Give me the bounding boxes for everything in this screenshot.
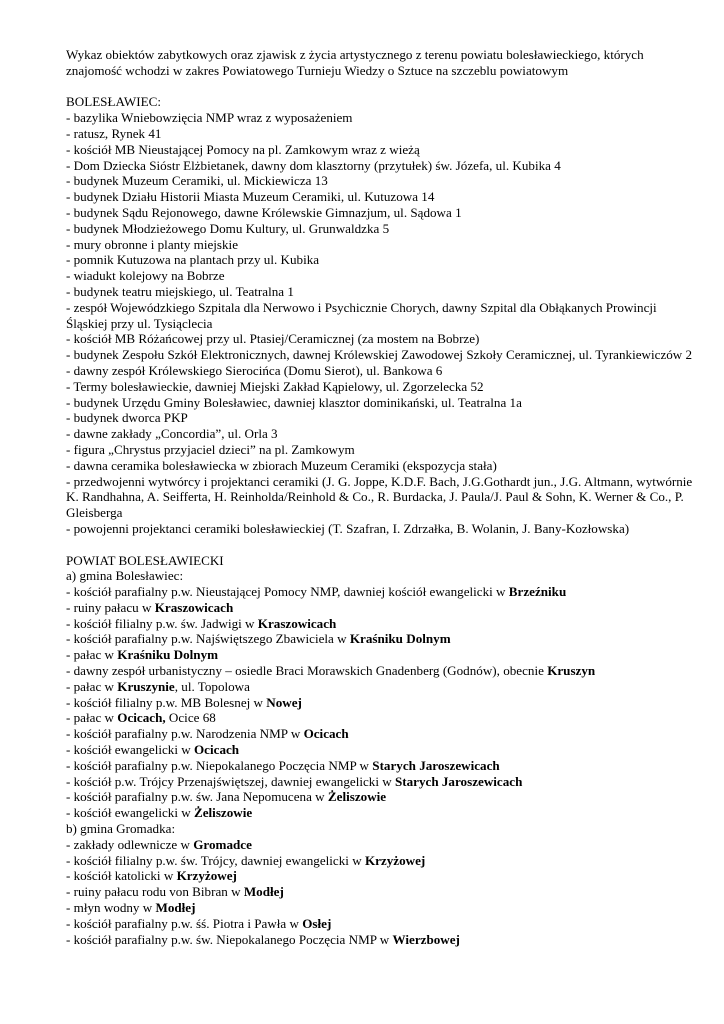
list-item: - figura „Chrystus przyjaciel dzieci” na pl. Zamkowym (66, 441, 355, 457)
list-item: - budynek Młodzieżowego Domu Kultury, ul. Grunwaldzka 5 (66, 220, 390, 236)
place-name: Krzyżowej (364, 852, 426, 868)
list-item: - kościół MB Różańcowej przy ul. Ptasiej/Ceramicznej (za mostem na Bobrze) (66, 331, 480, 347)
list-item: - ratusz, Rynek 41 (66, 125, 162, 141)
place-name: Modłej (155, 900, 196, 916)
item-text: - zakłady odlewnicze w (66, 836, 194, 852)
place-name: Kraszowicach (154, 599, 234, 615)
item-text: - kościół filialny p.w. św. Trójcy, dawniej ewangelicki w (66, 852, 365, 868)
place-name: Modłej (243, 884, 284, 900)
list-item: - dawny zespół Królewskiego Sierocińca (Domu Sierot), ul. Bankowa 6 (66, 362, 443, 378)
county-heading: POWIAT BOLESŁAWIECKI (66, 552, 224, 568)
list-item (66, 663, 696, 679)
place-name: Nowej (266, 694, 302, 710)
spacer (66, 79, 696, 95)
list-item (66, 695, 696, 711)
document-page (66, 47, 696, 947)
item-text: - pałac w (66, 710, 118, 726)
place-name: Wierzbowej (392, 931, 460, 947)
list-item: - zespół Wojewódzkiego Szpitala dla Nerwowo i Psychicznie Chorych, dawny Szpital dla Obłąkanych Prowincji Śląskiej przy ul. Tysiąclecia (66, 299, 657, 331)
place-name: Kruszynie (117, 678, 175, 694)
item-text: - kościół filialny p.w. św. Jadwigi w (66, 615, 258, 631)
place-name: Kraszowicach (257, 615, 337, 631)
list-item (66, 726, 696, 742)
list-item (66, 853, 696, 869)
place-name: Ocicach, (117, 710, 166, 726)
place-name: Osłej (302, 915, 332, 931)
place-name: Kraśniku Dolnym (349, 631, 451, 647)
list-item (66, 774, 696, 790)
list-item (66, 647, 696, 663)
city-heading: BOLESŁAWIEC: (66, 94, 161, 110)
list-item (66, 837, 696, 853)
place-name: Starych Jaroszewicach (372, 757, 500, 773)
list-item: - budynek Muzeum Ceramiki, ul. Mickiewicza 13 (66, 173, 328, 189)
list-item: - budynek Sądu Rejonowego, dawne Królewskie Gimnazjum, ul. Sądowa 1 (66, 204, 462, 220)
list-item: - budynek Zespołu Szkół Elektronicznych, dawnej Królewskiej Zawodowej Szkoły Ceramicznej, ul. Tyrankiewiczów 2 (66, 347, 693, 363)
list-item (66, 758, 696, 774)
list-item (66, 710, 696, 726)
place-name: Ocicach (194, 742, 240, 758)
spacer (66, 537, 696, 553)
item-text: - ruiny pałacu w (66, 599, 155, 615)
list-item: - powojenni projektanci ceramiki bolesławieckiej (T. Szafran, I. Zdrzałka, B. Wolanin, J. Bany-Kozłowska) (66, 520, 630, 536)
list-item: - dawna ceramika bolesławiecka w zbiorach Muzeum Ceramiki (ekspozycja stała) (66, 457, 497, 473)
item-suffix: , ul. Topolowa (174, 678, 250, 694)
list-item: - budynek dworca PKP (66, 410, 188, 426)
place-name: Krzyżowej (176, 868, 237, 884)
item-text: - kościół parafialny p.w. Narodzenia NMP w (66, 726, 304, 742)
gmina-a-list (66, 584, 696, 821)
item-text: - kościół parafialny p.w. Nieustającej Pomocy NMP, dawniej kościół ewangelicki w (66, 584, 509, 600)
item-text: - kościół parafialny p.w. Najświętszego Zbawiciela w (66, 631, 350, 647)
list-item: - bazylika Wniebowzięcia NMP wraz z wyposażeniem (66, 110, 353, 126)
place-name: Starych Jaroszewicach (394, 773, 523, 789)
item-suffix: Ocice 68 (165, 710, 216, 726)
list-item (66, 616, 696, 632)
place-name: Kruszyn (547, 663, 596, 679)
item-text: - kościół parafialny p.w. św. Niepokalanego Poczęcia NMP w (66, 931, 393, 947)
list-item (66, 900, 696, 916)
list-item (66, 584, 696, 600)
item-text: - młyn wodny w (66, 900, 156, 916)
list-item: - wiadukt kolejowy na Bobrze (66, 268, 225, 284)
list-item: - Dom Dziecka Sióstr Elżbietanek, dawny dom klasztorny (przytułek) św. Józefa, ul. Kubika 4 (66, 157, 561, 173)
item-text: - dawny zespół urbanistyczny – osiedle Braci Morawskich Gnadenberg (Godnów), obecnie (66, 663, 548, 679)
item-text: - kościół p.w. Trójcy Przenajświętszej, dawniej ewangelicki w (66, 773, 395, 789)
gmina-a-label: a) gmina Bolesławiec: (66, 568, 184, 584)
list-item: - dawne zakłady „Concordia”, ul. Orla 3 (66, 426, 278, 442)
place-name: Kraśniku Dolnym (117, 647, 219, 663)
list-item: - kościół MB Nieustającej Pomocy na pl. Zamkowym wraz z wieżą (66, 141, 420, 157)
document-intro: Wykaz obiektów zabytkowych oraz zjawisk z życia artystycznego z terenu powiatu bolesławieckiego, których znajomość wchodzi w zakres Powiatowego Turnieju Wiedzy o Sztuce na szczeblu powiatowym (66, 47, 644, 78)
place-name: Żeliszowie (194, 805, 253, 821)
list-item: - Termy bolesławieckie, dawniej Miejski Zakład Kąpielowy, ul. Zgorzelecka 52 (66, 378, 484, 394)
item-text: - kościół filialny p.w. MB Bolesnej w (66, 694, 267, 710)
list-item (66, 805, 696, 821)
list-item: - budynek Urzędu Gminy Bolesławiec, dawniej klasztor dominikański, ul. Teatralna 1a (66, 394, 522, 410)
gmina-b-list (66, 837, 696, 948)
list-item: - mury obronne i planty miejskie (66, 236, 239, 252)
item-text: - kościół ewangelicki w (66, 742, 194, 758)
list-item: - budynek Działu Historii Miasta Muzeum Ceramiki, ul. Kutuzowa 14 (66, 189, 435, 205)
item-text: - kościół parafialny p.w. Niepokalanego Poczęcia NMP w (66, 757, 373, 773)
item-text: - kościół ewangelicki w (66, 805, 194, 821)
city-list (66, 110, 696, 537)
list-item: - pomnik Kutuzowa na plantach przy ul. Kubika (66, 252, 320, 268)
list-item (66, 884, 696, 900)
list-item (66, 932, 696, 948)
list-item (66, 600, 696, 616)
list-item (66, 631, 696, 647)
list-item (66, 789, 696, 805)
item-text: - pałac w (66, 647, 118, 663)
list-item (66, 679, 696, 695)
list-item (66, 742, 696, 758)
list-item (66, 916, 696, 932)
place-name: Żeliszowie (327, 789, 387, 805)
item-text: - kościół parafialny p.w. św. Jana Nepomucena w (66, 789, 328, 805)
item-text: - ruiny pałacu rodu von Bibran w (66, 884, 244, 900)
item-text: - kościół katolicki w (66, 868, 177, 884)
list-item: - przedwojenni wytwórcy i projektanci ceramiki (J. G. Joppe, K.D.F. Bach, J.G.Gothardt jun., J.G. Altmann, wytwórnie K. Randhahna, A. Seifferta, H. Reinholda/Reinhold & Co., R. Burdacka, J. Paula/J. Paul & Sohn, K. Werner & Co., P. Gleisberga (66, 473, 693, 521)
place-name: Brzeźniku (508, 584, 567, 600)
item-text: - pałac w (66, 678, 118, 694)
place-name: Gromadce (193, 836, 252, 852)
list-item: - budynek teatru miejskiego, ul. Teatralna 1 (66, 283, 294, 299)
item-text: - kościół parafialny p.w. śś. Piotra i Pawła w (66, 915, 303, 931)
list-item (66, 868, 696, 884)
gmina-b-label: b) gmina Gromadka: (66, 821, 176, 837)
place-name: Ocicach (303, 726, 349, 742)
